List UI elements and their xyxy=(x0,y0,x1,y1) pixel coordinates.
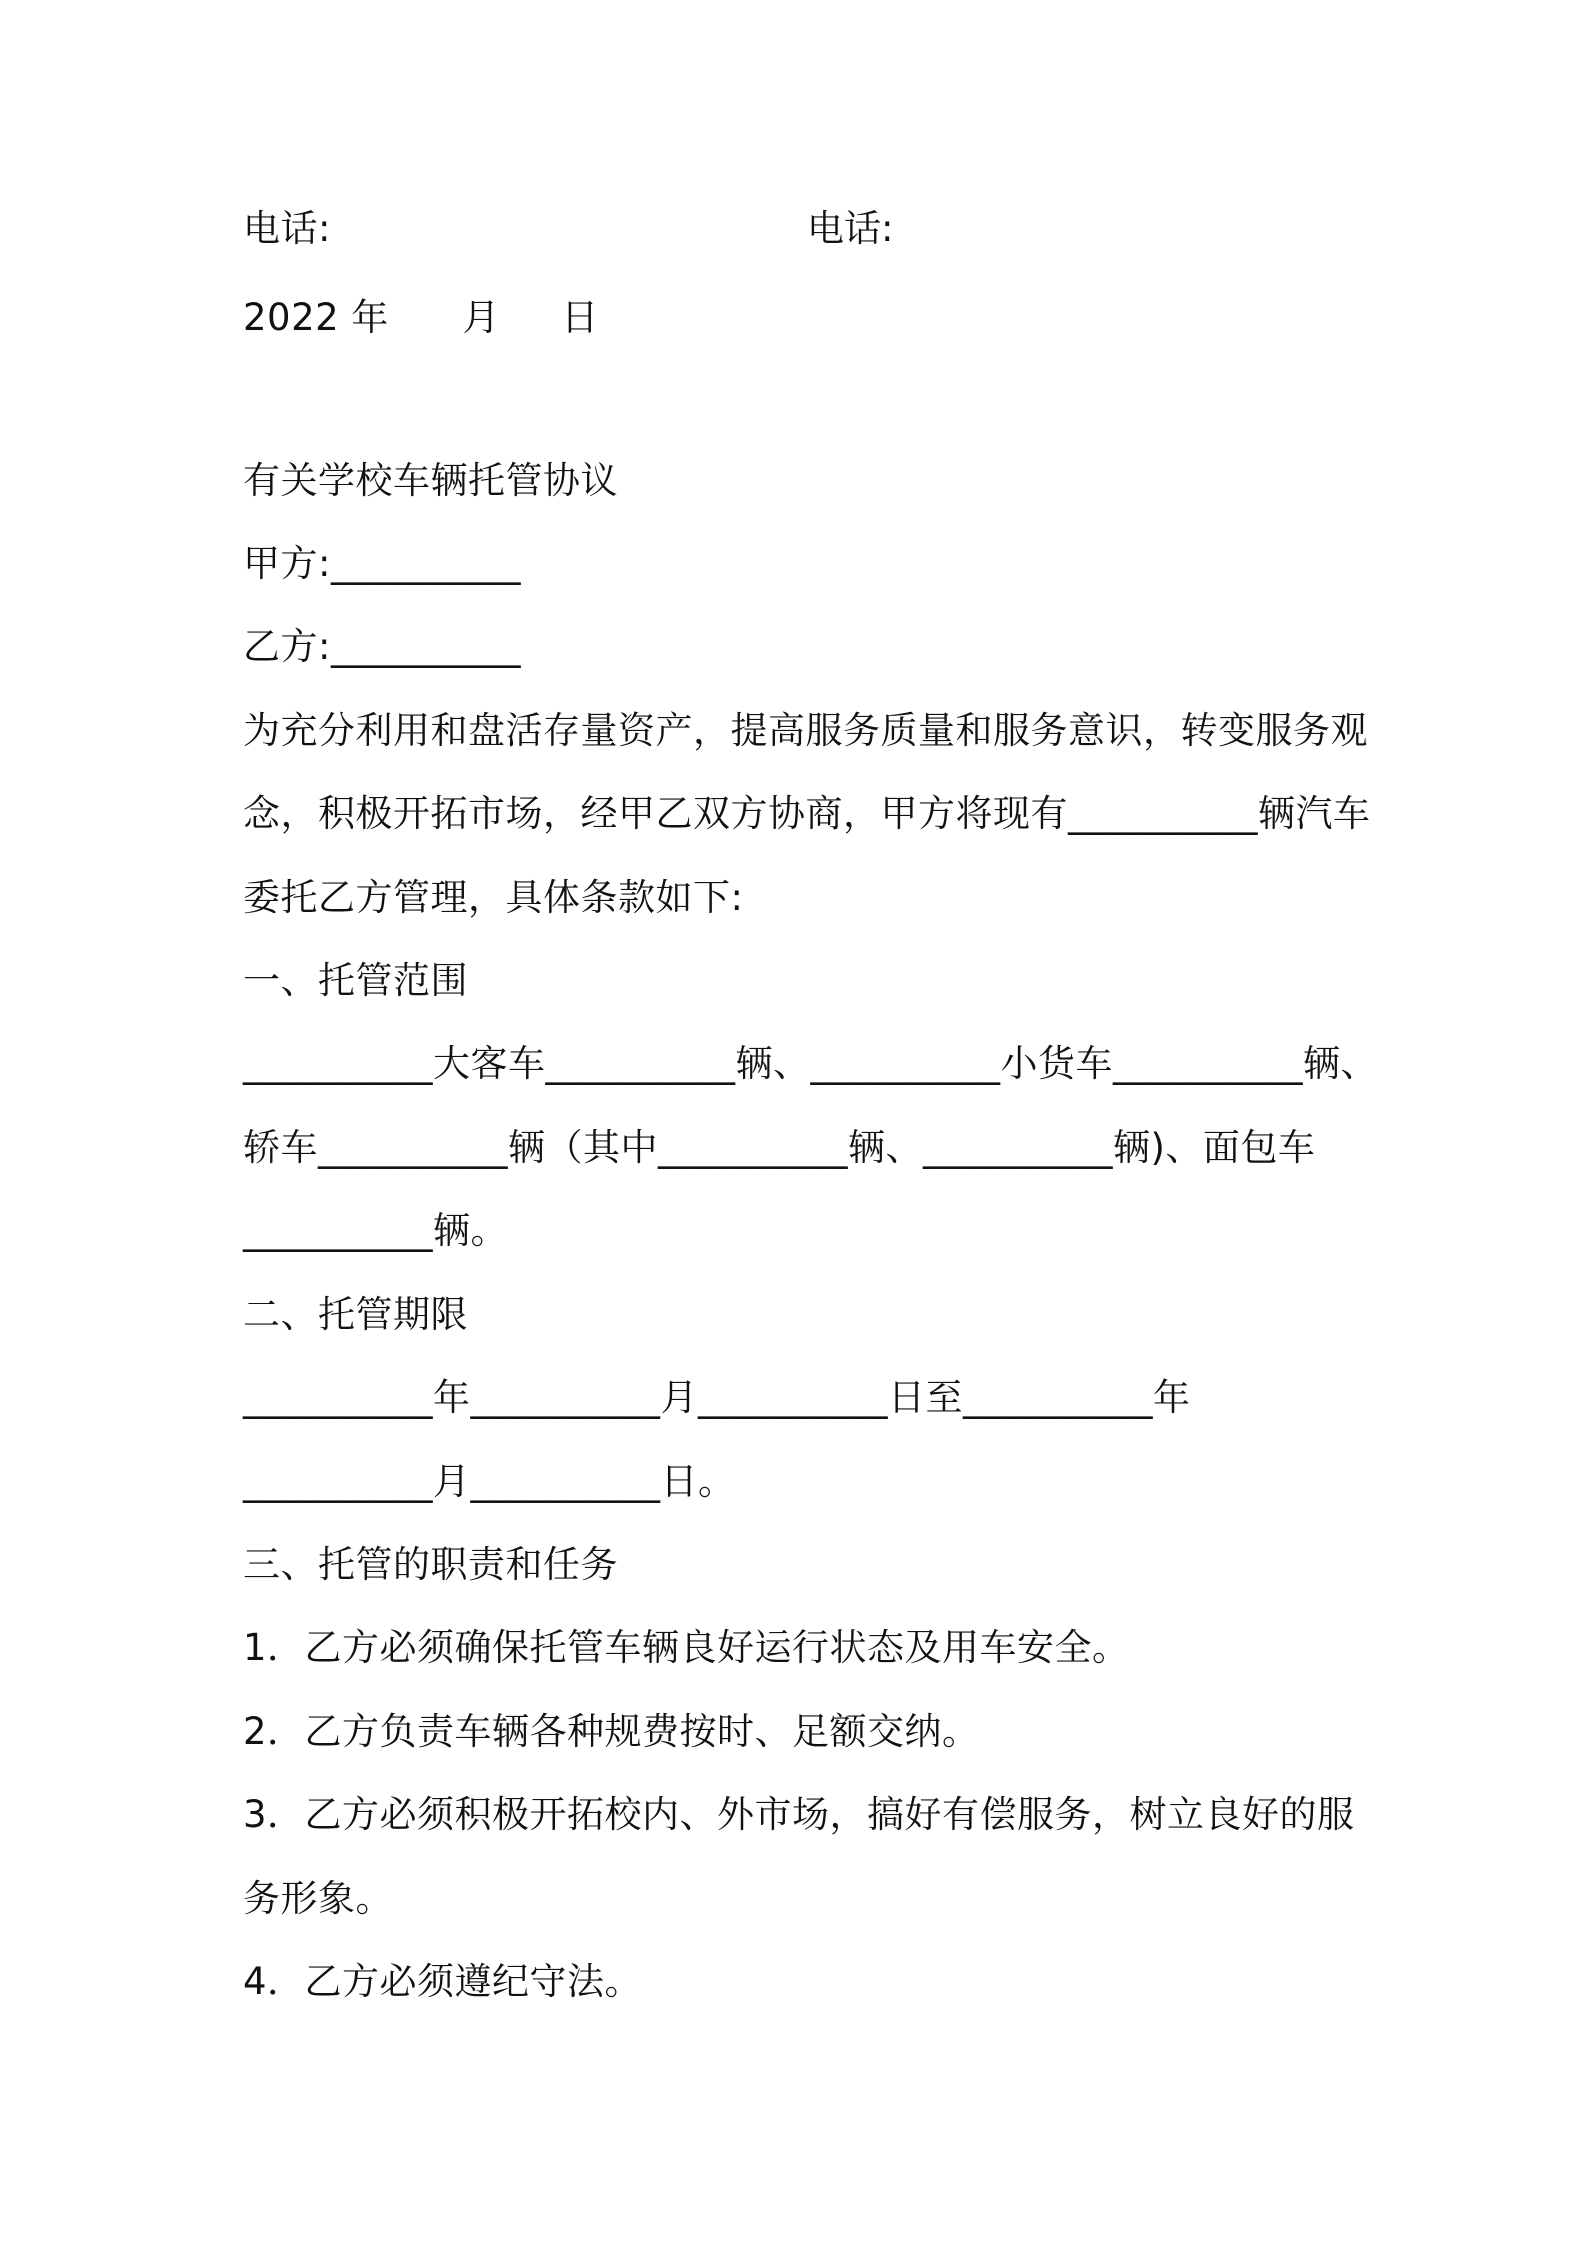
date-line: 2022 年 月 日 xyxy=(243,296,599,339)
intro-line-2: 念，积极开拓市场，经甲乙双方协商，甲方将现有__________辆汽车 xyxy=(243,792,1371,835)
section3-item-3: 3．乙方必须积极开拓校内、外市场，搞好有偿服务，树立良好的服 xyxy=(243,1793,1355,1836)
document-title: 有关学校车辆托管协议 xyxy=(243,459,618,502)
section3-item-4: 4．乙方必须遵纪守法。 xyxy=(243,1960,643,2003)
section1-heading: 一、托管范围 xyxy=(243,959,468,1002)
phone-right-label: 电话: xyxy=(807,207,894,250)
section2-heading: 二、托管期限 xyxy=(243,1293,468,1336)
intro-line-3: 委托乙方管理，具体条款如下: xyxy=(243,876,744,919)
section1-line-1: __________大客车__________辆、__________小货车__________辆、 xyxy=(243,1042,1378,1085)
intro-line-1: 为充分利用和盘活存量资产，提高服务质量和服务意识，转变服务观 xyxy=(243,709,1368,752)
section2-line-2: __________月__________日。 xyxy=(243,1460,736,1503)
section3-item-2: 2．乙方负责车辆各种规费按时、足额交纳。 xyxy=(243,1710,980,1753)
party-b-line: 乙方:__________ xyxy=(243,625,521,668)
section1-line-2: 轿车__________辆（其中__________辆、__________辆)、面包车 xyxy=(243,1126,1316,1169)
phone-left-label: 电话: xyxy=(243,207,331,250)
section3-item-1: 1．乙方必须确保托管车辆良好运行状态及用车安全。 xyxy=(243,1626,1130,1669)
section1-line-3: __________辆。 xyxy=(243,1209,508,1252)
party-a-line: 甲方:__________ xyxy=(243,542,521,585)
section2-line-1: __________年__________月__________日至__________年 xyxy=(243,1376,1191,1419)
section3-heading: 三、托管的职责和任务 xyxy=(243,1543,618,1586)
section3-item-3-cont: 务形象。 xyxy=(243,1877,393,1920)
